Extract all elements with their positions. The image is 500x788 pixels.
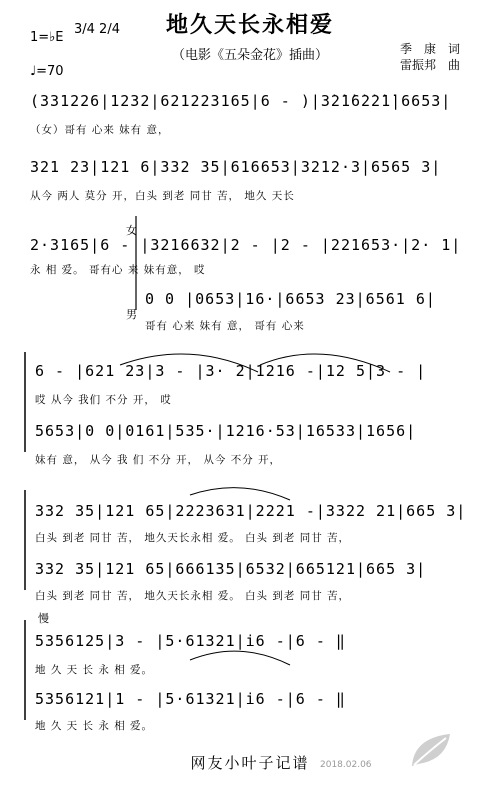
lyrics-row-2: 从今 两人 莫分 开，白头 到老 同甘 苦， 地久 天长 (30, 190, 295, 202)
slow-marking: 慢 (38, 612, 49, 625)
lyrics-row-7: 白头 到老 同甘 苦， 地久天长永相 爱。 白头 到老 同甘 苦， (35, 532, 351, 544)
lyrics-row-10: 地 久 天 长 永 相 爱。 (35, 720, 154, 732)
slur (190, 651, 290, 665)
lyrics-row-6: 妹有 意， 从今 我 们 不分 开， 从今 不分 开， (35, 454, 282, 466)
lyrics-row-8: 白头 到老 同甘 苦， 地久天长永相 爱。 白头 到老 同甘 苦， (35, 590, 351, 602)
notation-row-10: 5356121|1 - |5·61321|i6 -|6 - ‖ (35, 690, 346, 708)
leaf-logo-icon (408, 730, 454, 770)
lyrics-row-5: 哎 从今 我们 不分 开， 哎 (35, 394, 172, 406)
song-subtitle: （电影《五朵金花》插曲） (171, 48, 328, 63)
notation-row-8: 332 35|121 65|666135|6532|665121|665 3| (35, 560, 427, 578)
notation-row-3: 2·3165|6 - |3216632|2 - |2 - |221653·|2· 1| (30, 236, 462, 254)
composer-credit: 雷振邦 曲 (400, 58, 461, 72)
time-signature: 3/4 2/4 (74, 22, 120, 37)
lyrics-row-4: 哥有 心来 妹有 意， 哥有 心来 (145, 320, 305, 332)
slur (190, 488, 290, 500)
notation-row-9: 5356125|3 - |5·61321|i6 -|6 - ‖ (35, 632, 346, 650)
tempo-marking: ♩=70 (30, 64, 64, 79)
notation-row-5: 6 - |621 23|3 - |3· 2|1216 -|12 5|3 - | (35, 362, 427, 380)
notation-row-4: 0 0 |0653|16·|6653 23|6561 6| (145, 290, 436, 308)
lyrics-row-3: 永 相 爱。 哥有心 来 妹有意， 哎 (30, 264, 206, 276)
footer-credit: 网友小叶子记谱 (190, 754, 310, 772)
notation-row-6: 5653|0 0|0161|535·|1216·53|16533|1656| (35, 422, 417, 440)
notation-row-2: 321 23|121 6|332 35|616653|3212·3|6565 3| (30, 158, 442, 176)
female-label: 女 (126, 224, 137, 237)
lyricist-credit: 季 康 词 (400, 42, 461, 56)
notation-row-1: (331226|1232|621223165|6 - )|3̇2̇1̇6̇2̇2̇1̇|6653| (30, 92, 452, 110)
song-title: 地久天长永相爱 (165, 12, 334, 38)
lyrics-row-1: （女）哥有 心来 妹有 意， (30, 124, 170, 136)
key-signature: 1=♭E (30, 30, 64, 45)
notation-row-7: 332 35|121 65|2223631|2221 -|3322 21|665 3| (35, 502, 467, 520)
male-label: 男 (126, 308, 137, 321)
lyrics-row-9: 地 久 天 长 永 相 爱。 (35, 664, 154, 676)
footer-date: 2018.02.06 (320, 760, 372, 770)
